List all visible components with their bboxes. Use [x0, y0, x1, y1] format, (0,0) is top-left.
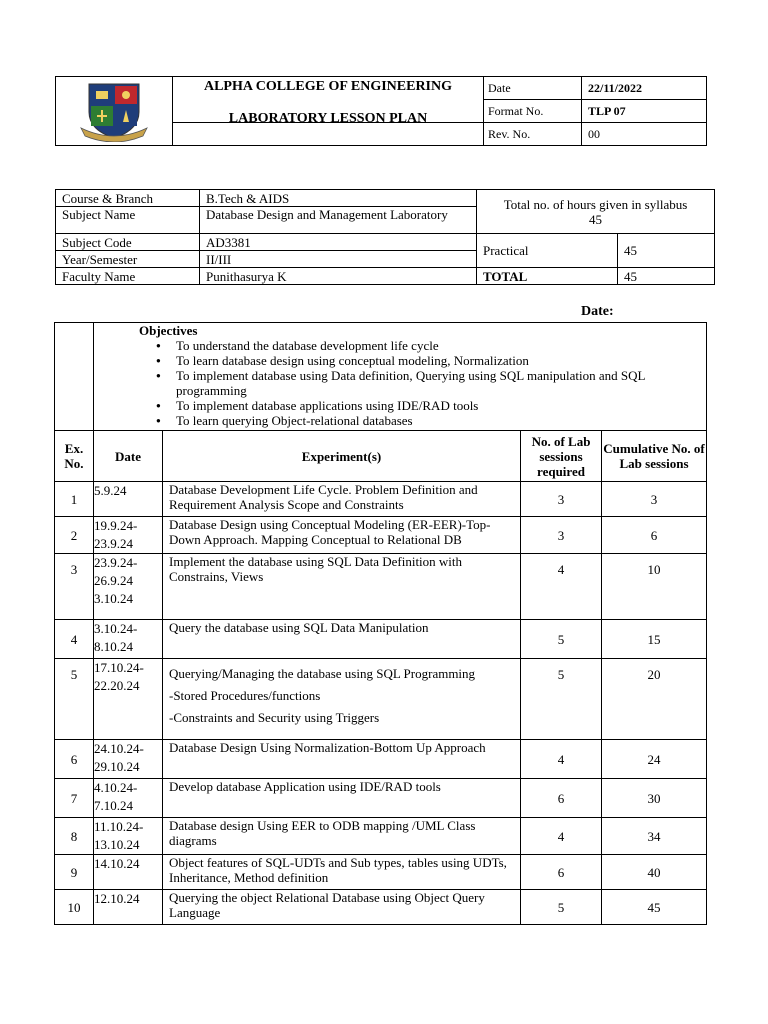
- lab-sessions: 4: [521, 740, 602, 779]
- objective-item: ● To implement database using Data definition, Querying using SQL manipulation and SQL programming: [176, 368, 706, 398]
- experiment-title: [163, 620, 521, 659]
- cumulative-sessions: 24: [602, 740, 707, 779]
- objective-item: ● To understand the database development life cycle: [176, 338, 706, 353]
- experiment-line: Implement the database using SQL Data Definition with Constrains, Views: [169, 554, 463, 584]
- lab-sessions: 3: [521, 482, 602, 517]
- date-line: 19.9.24-: [94, 518, 138, 533]
- objectives-spacer: [55, 323, 94, 431]
- experiment-title: [163, 659, 521, 740]
- column-header-date: Date: [94, 431, 163, 482]
- lesson-plan-table: [54, 322, 707, 925]
- experiment-date: [94, 855, 163, 890]
- header-table: [55, 76, 707, 146]
- column-header-sessions: No. of Lab sessions required: [521, 431, 602, 482]
- date-line: 7.10.24: [94, 798, 133, 813]
- experiment-line: Develop database Application using IDE/RAD tools: [169, 779, 441, 794]
- experiment-number: 1: [55, 482, 94, 517]
- course-value: II/III: [200, 251, 477, 268]
- lab-sessions: 6: [521, 779, 602, 818]
- table-row: [55, 855, 707, 890]
- date-line: 11.10.24-: [94, 819, 144, 834]
- table-row: [55, 890, 707, 925]
- experiment-line: Querying/Managing the database using SQL Programming: [169, 666, 476, 681]
- experiment-line: Query the database using SQL Data Manipulation: [169, 620, 429, 635]
- table-row: [55, 517, 707, 554]
- cumulative-sessions: 30: [602, 779, 707, 818]
- course-label: Course & Branch: [56, 190, 200, 207]
- hours-heading: Total no. of hours given in syllabus: [503, 196, 688, 212]
- course-value: Database Design and Management Laboratory: [200, 207, 477, 234]
- date-line: 22.20.24: [94, 678, 140, 693]
- meta-value: TLP 07: [582, 100, 707, 123]
- objective-item: ● To learn database design using conceptual modeling, Normalization: [176, 353, 706, 368]
- experiment-date: [94, 554, 163, 620]
- date-line: 5.9.24: [94, 483, 127, 498]
- total-label: TOTAL: [477, 268, 618, 285]
- document-title: [173, 111, 484, 146]
- experiment-line: -Constraints and Security using Triggers: [169, 710, 380, 725]
- experiment-number: 3: [55, 554, 94, 620]
- college-name: ALPHA COLLEGE OF ENGINEERING: [173, 77, 484, 123]
- meta-label: Date: [484, 77, 582, 100]
- experiment-title: [163, 779, 521, 818]
- lab-sessions: 5: [521, 659, 602, 740]
- hours-cell: [477, 190, 715, 234]
- experiment-title: [163, 818, 521, 855]
- experiment-title: [163, 554, 521, 620]
- date-line: 8.10.24: [94, 639, 133, 654]
- experiment-title: [163, 855, 521, 890]
- college-logo: [56, 77, 173, 146]
- experiment-line: Querying the object Relational Database using Object Query Language: [169, 890, 485, 920]
- date-line: 12.10.24: [94, 891, 140, 906]
- lab-sessions: 5: [521, 620, 602, 659]
- experiment-date: [94, 517, 163, 554]
- lab-sessions: 5: [521, 890, 602, 925]
- meta-label: Rev. No.: [484, 123, 582, 146]
- experiment-line: Database Design Using Normalization-Bottom Up Approach: [169, 740, 486, 755]
- lab-sessions: 4: [521, 818, 602, 855]
- lab-sessions: 4: [521, 554, 602, 620]
- crest-icon: [79, 78, 149, 142]
- date-line: 3.10.24: [94, 591, 133, 606]
- cumulative-sessions: 20: [602, 659, 707, 740]
- date-label: Date:: [581, 304, 614, 319]
- experiment-line: Database design Using EER to ODB mapping /UML Class diagrams: [169, 818, 476, 848]
- cumulative-sessions: 15: [602, 620, 707, 659]
- experiment-number: 10: [55, 890, 94, 925]
- experiment-line: Object features of SQL-UDTs and Sub types, tables using UDTs, Inheritance, Method definition: [169, 855, 507, 885]
- objectives-cell: [94, 323, 707, 431]
- experiment-date: [94, 890, 163, 925]
- objective-item: ● To learn querying Object-relational databases: [176, 413, 706, 428]
- experiment-number: 6: [55, 740, 94, 779]
- meta-value: 22/11/2022: [582, 77, 707, 100]
- document-title-text: LABORATORY LESSON PLAN: [228, 111, 428, 126]
- column-header-no: Ex. No.: [55, 431, 94, 482]
- table-row: [55, 740, 707, 779]
- cumulative-sessions: 40: [602, 855, 707, 890]
- experiment-number: 5: [55, 659, 94, 740]
- table-row: [55, 482, 707, 517]
- experiment-number: 2: [55, 517, 94, 554]
- cumulative-sessions: 6: [602, 517, 707, 554]
- cumulative-sessions: 10: [602, 554, 707, 620]
- cumulative-sessions: 45: [602, 890, 707, 925]
- lab-sessions: 3: [521, 517, 602, 554]
- cumulative-sessions: 34: [602, 818, 707, 855]
- experiment-number: 7: [55, 779, 94, 818]
- date-line: 23.9.24-: [94, 555, 138, 570]
- total-value: 45: [618, 268, 715, 285]
- experiment-date: [94, 482, 163, 517]
- cumulative-sessions: 3: [602, 482, 707, 517]
- experiment-date: [94, 779, 163, 818]
- date-line: 13.10.24: [94, 837, 140, 852]
- course-label: Faculty Name: [56, 268, 200, 285]
- date-line: 14.10.24: [94, 856, 140, 871]
- experiment-title: [163, 482, 521, 517]
- practical-label: Practical: [477, 234, 618, 268]
- experiment-date: [94, 659, 163, 740]
- experiment-date: [94, 818, 163, 855]
- column-header-cumulative: Cumulative No. of Lab sessions: [602, 431, 707, 482]
- experiment-number: 4: [55, 620, 94, 659]
- course-value: Punithasurya K: [200, 268, 477, 285]
- date-line: 26.9.24: [94, 573, 133, 588]
- date-line: 24.10.24-: [94, 741, 144, 756]
- table-row: [55, 620, 707, 659]
- date-line: 3.10.24-: [94, 621, 138, 636]
- experiment-title: [163, 740, 521, 779]
- meta-label: Format No.: [484, 100, 582, 123]
- experiment-number: 8: [55, 818, 94, 855]
- course-label: Year/Semester: [56, 251, 200, 268]
- experiment-line: Database Design using Conceptual Modeling (ER-EER)-Top-Down Approach. Mapping Conceptual to Relational DB: [169, 517, 491, 547]
- lab-sessions: 6: [521, 855, 602, 890]
- objectives-title: Objectives: [139, 323, 198, 338]
- course-label: Subject Name: [56, 207, 200, 234]
- table-row: [55, 818, 707, 855]
- hours-value: 45: [589, 211, 602, 227]
- table-row: [55, 554, 707, 620]
- course-value: AD3381: [200, 234, 477, 251]
- course-value: B.Tech & AIDS: [200, 190, 477, 207]
- experiment-date: [94, 620, 163, 659]
- experiment-date: [94, 740, 163, 779]
- table-row: [55, 779, 707, 818]
- experiment-line: Database Development Life Cycle. Problem Definition and Requirement Analysis Scope and Constraints: [169, 482, 478, 512]
- experiment-title: [163, 890, 521, 925]
- date-line: 4.10.24-: [94, 780, 138, 795]
- date-line: 17.10.24-: [94, 660, 144, 675]
- practical-value: 45: [618, 234, 715, 268]
- date-line: 23.9.24: [94, 536, 133, 551]
- experiment-number: 9: [55, 855, 94, 890]
- column-header-experiment: Experiment(s): [163, 431, 521, 482]
- experiment-line: -Stored Procedures/functions: [169, 688, 321, 703]
- meta-value: 00: [582, 123, 707, 146]
- course-label: Subject Code: [56, 234, 200, 251]
- objective-item: ● To implement database applications using IDE/RAD tools: [176, 398, 706, 413]
- date-line: 29.10.24: [94, 759, 140, 774]
- objectives-list: [94, 338, 706, 428]
- table-row: [55, 659, 707, 740]
- experiment-title: [163, 517, 521, 554]
- course-info-table: [55, 189, 715, 285]
